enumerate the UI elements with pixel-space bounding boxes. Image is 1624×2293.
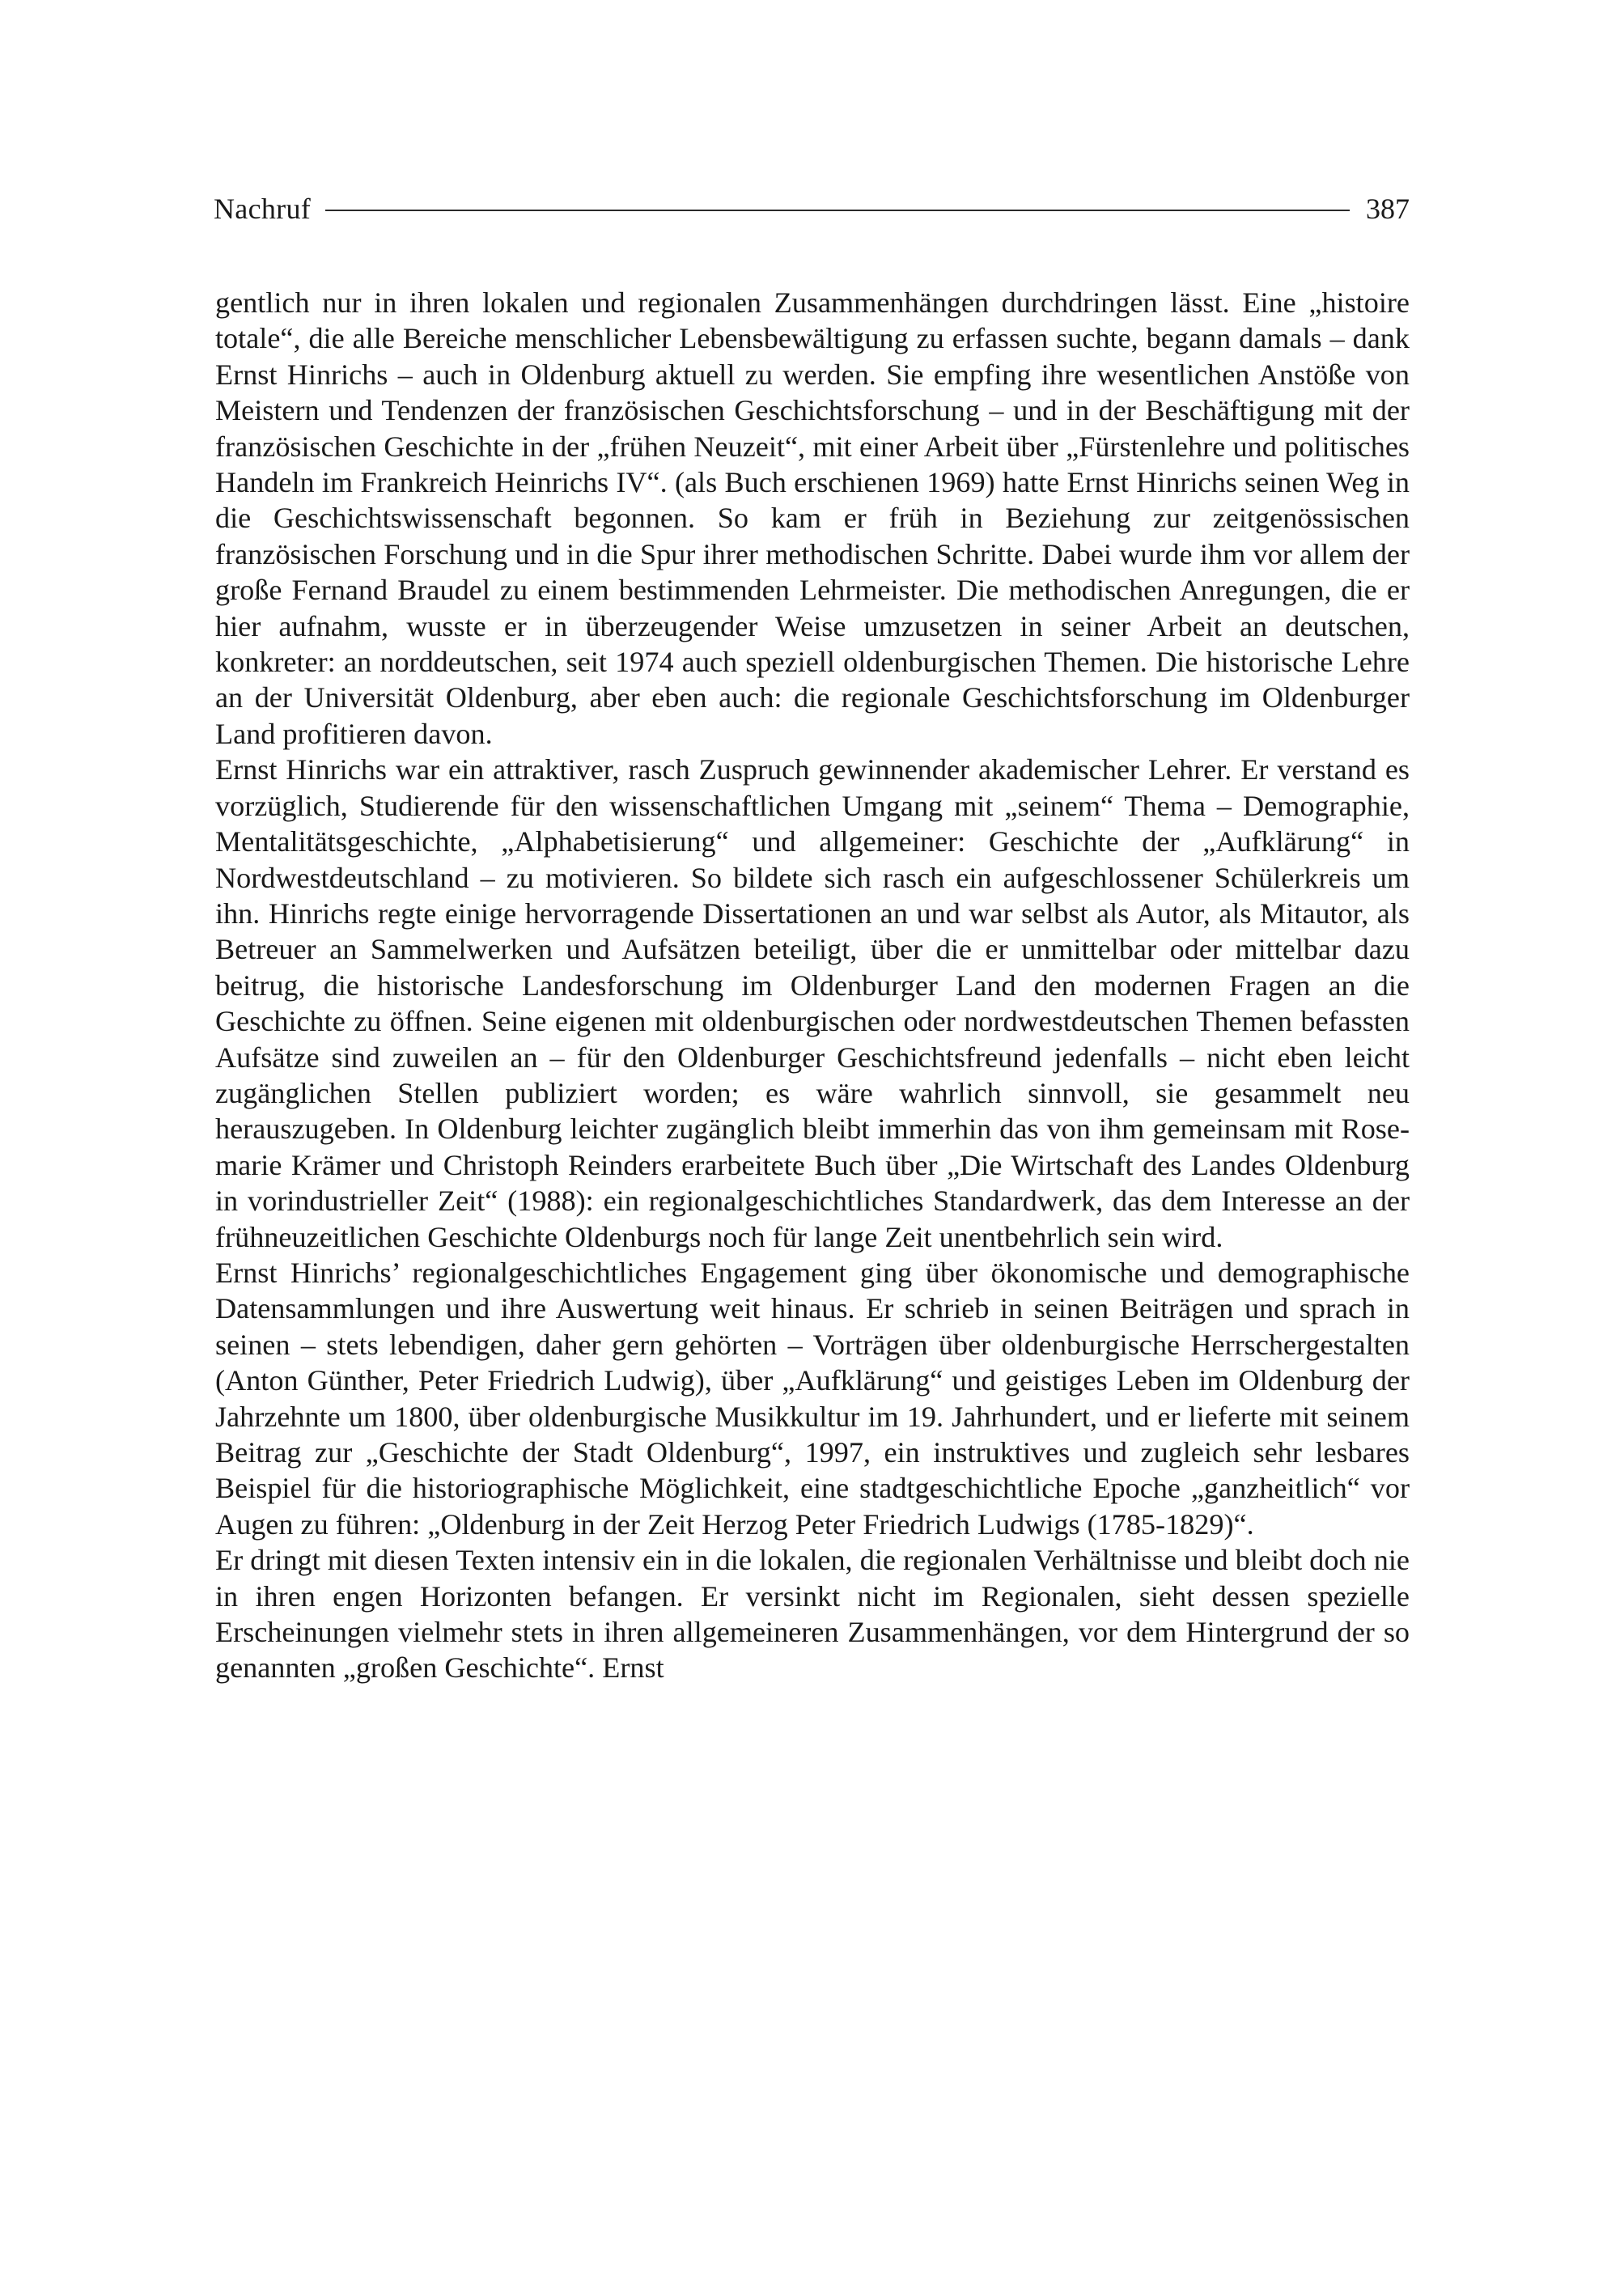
body-text (215, 285, 1410, 1686)
paragraph-4: Er dringt mit diesen Texten intensiv ein in die lokalen, die regionalen Verhältnisse und bleibt doch nie in ihren engen Horizonten befangen. Er versinkt nicht im Regionalen, sieht dessen spezielle Erscheinungen vielmehr stets in ihren allgemeineren Zusammenhängen, vor dem Hintergrund der so genannten „großen Geschichte“. Ernst (215, 1544, 1410, 1685)
running-head (214, 184, 1410, 233)
running-head-rule (325, 210, 1350, 211)
paragraph-3: Ernst Hinrichs’ regionalgeschichtliches Engagement ging über ökonomische und demographische Datensammlungen und ihre Auswertung weit hinaus. Er schrieb in seinen Beiträgen und sprach in seinen – stets lebendigen, daher gern gehörten – Vorträgen über oldenburgische Herrschergestalten (Anton Günther, Peter Friedrich Ludwig), über „Aufklärung“ und geistiges Leben im Oldenburg der Jahrzehnte um 1800, über oldenburgische Musikkultur im 19. Jahrhundert, und er lieferte mit seinem Beitrag zur „Geschichte der Stadt Oldenburg“, 1997, ein instruktives und zugleich sehr lesbares Beispiel für die historiographische Möglichkeit, eine stadtgeschichtliche Epoche „ganzheitlich“ vor Augen zu führen: „Oldenburg in der Zeit Herzog Peter Friedrich Ludwigs (1785-1829)“. (215, 1256, 1410, 1541)
paragraph-1: gentlich nur in ihren lokalen und regionalen Zusammenhängen durchdringen lässt. Eine „histoire totale“, die alle Bereiche menschlicher Lebensbewältigung zu erfassen suchte, begann damals – dank Ernst Hinrichs – auch in Oldenburg aktuell zu werden. Sie empfing ihre wesentlichen Anstöße von Meistern und Tendenzen der französischen Geschichtsforschung – und in der Beschäftigung mit der französischen Geschichte in der „frühen Neuzeit“, mit einer Arbeit über „Fürstenlehre und politisches Handeln im Frankreich Heinrichs IV“. (als Buch erschienen 1969) hatte Ernst Hinrichs seinen Weg in die Geschichtswissenschaft begonnen. So kam er früh in Beziehung zur zeitgenössischen französischen Forschung und in die Spur ihrer methodischen Schritte. Dabei wurde ihm vor allem der große Fernand Braudel zu einem bestimmenden Lehrmeister. Die methodischen Anregungen, die er hier aufnahm, wusste er in überzeugender Weise umzusetzen in seiner Arbeit an deutschen, konkreter: an norddeutschen, seit 1974 auch speziell oldenburgischen Themen. Die historische Lehre an der Universität Oldenburg, aber eben auch: die regionale Geschichtsforschung im Oldenburger Land profitieren davon. (215, 286, 1410, 750)
page-number: 387 (1366, 193, 1410, 225)
running-head-title: Nachruf (214, 193, 312, 225)
paragraph-2: Ernst Hinrichs war ein attraktiver, rasch Zuspruch gewinnender akademischer Lehrer. Er verstand es vorzüglich, Studierende für den wissenschaftlichen Umgang mit „seinem“ Thema – Demographie, Mentalitätsgeschichte, „Alphabetisierung“ und allgemeiner: Geschichte der „Aufklärung“ in Nordwestdeutschland – zu motivieren. So bildete sich rasch ein aufgeschlossener Schülerkreis um ihn. Hinrichs regte einige hervorragende Dissertationen an und war selbst als Autor, als Mitautor, als Betreuer an Sammelwerken und Aufsätzen beteiligt, über die er unmittelbar oder mittelbar dazu beitrug, die historische Landesforschung im Oldenburger Land den modernen Fragen an die Geschichte zu öffnen. Seine eigenen mit oldenburgischen oder nordwestdeutschen Themen befassten Aufsätze sind zuweilen an – für den Oldenburger Geschichtsfreund jedenfalls – nicht eben leicht zugänglichen Stellen publiziert worden; es wäre wahrlich sinnvoll, sie gesammelt neu herauszugeben. In Oldenburg leichter zugänglich bleibt immerhin das von ihm gemeinsam mit Rosemarie Krämer und Christoph Reinders erarbeitete Buch über „Die Wirtschaft des Landes Oldenburg in vorindustrieller Zeit“ (1988): ein regionalgeschichtliches Standardwerk, das dem Interesse an der frühneuzeitlichen Geschichte Oldenburgs noch für lange Zeit unentbehrlich sein wird. (215, 753, 1410, 1253)
